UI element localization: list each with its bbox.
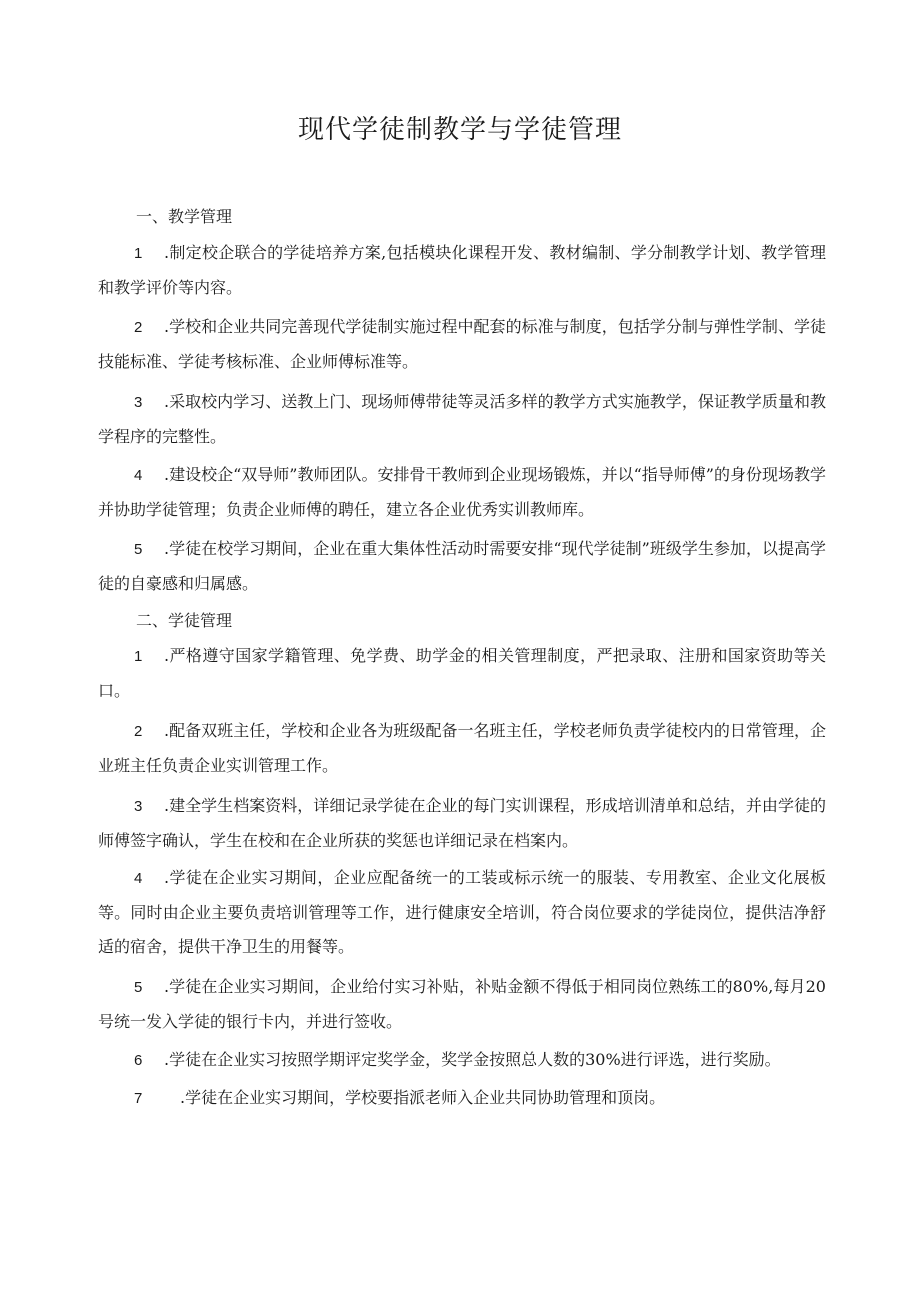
teaching-item-3 [98, 385, 826, 454]
item-number: 2 [134, 723, 143, 740]
teaching-item-2 [98, 310, 826, 379]
apprentice-item-7 [98, 1081, 826, 1116]
item-number: 3 [134, 394, 143, 411]
item-number: 1 [134, 245, 143, 262]
item-number: 1 [134, 648, 143, 665]
section-heading-teaching: 一、教学管理 [136, 207, 233, 226]
item-number: 3 [134, 798, 143, 815]
item-text: .建全学生档案资料，详细记录学徒在企业的每门实训课程，形成培训清单和总结，并由学徒的师傅签字确认，学生在校和在企业所获的奖惩也详细记录在档案内。 [98, 796, 826, 850]
item-text: .采取校内学习、送教上门、现场师傅带徒等灵活多样的教学方式实施教学，保证教学质量和教学程序的完整性。 [98, 392, 826, 446]
item-text: .学校和企业共同完善现代学徒制实施过程中配套的标准与制度，包括学分制与弹性学制、学徒技能标准、学徒考核标准、企业师傅标准等。 [98, 317, 826, 371]
item-text: .学徒在企业实习期间，学校要指派老师入企业共同协助管理和顶岗。 [180, 1088, 666, 1107]
teaching-item-4 [98, 458, 826, 527]
item-text: .学徒在企业实习期间，企业给付实习补贴，补贴金额不得低于相同岗位熟练工的80%,每月20号统一发入学徒的银行卡内，并进行签收。 [98, 977, 826, 1031]
item-text: .配备双班主任，学校和企业各为班级配备一名班主任，学校老师负责学徒校内的日常管理，企业班主任负责企业实训管理工作。 [98, 721, 826, 775]
item-number: 4 [134, 467, 143, 484]
item-number: 4 [134, 870, 143, 887]
item-number: 5 [134, 979, 143, 996]
item-number: 6 [134, 1052, 143, 1069]
apprentice-item-1 [98, 639, 826, 708]
apprentice-item-6 [98, 1043, 826, 1078]
section-heading-apprentice: 二、学徒管理 [136, 611, 233, 630]
item-text: .学徒在校学习期间，企业在重大集体性活动时需要安排“现代学徒制”班级学生参加，以提高学徒的自豪感和归属感。 [98, 539, 826, 593]
item-number: 2 [134, 319, 143, 336]
item-text: .学徒在企业实习期间，企业应配备统一的工装或标示统一的服装、专用教室、企业文化展板等。同时由企业主要负责培训管理等工作，进行健康安全培训，符合岗位要求的学徒岗位，提供洁净舒适的宿舍，提供干净卫生的用餐等。 [98, 868, 826, 956]
apprentice-item-2 [98, 714, 826, 783]
item-number: 5 [134, 541, 143, 558]
item-text: .严格遵守国家学籍管理、免学费、助学金的相关管理制度，严把录取、注册和国家资助等关口。 [98, 646, 826, 700]
teaching-item-1 [98, 236, 826, 305]
document-title: 现代学徒制教学与学徒管理 [297, 115, 622, 145]
apprentice-item-5 [98, 970, 826, 1039]
item-text: .建设校企“双导师”教师团队。安排骨干教师到企业现场锻炼，并以“指导师傅”的身份现场教学并协助学徒管理；负责企业师傅的聘任，建立各企业优秀实训教师库。 [98, 465, 826, 519]
apprentice-item-4 [98, 861, 826, 964]
apprentice-item-3 [98, 789, 826, 858]
item-text: .制定校企联合的学徒培养方案,包括模块化课程开发、教材编制、学分制教学计划、教学管理和教学评价等内容。 [98, 243, 826, 297]
teaching-item-5 [98, 532, 826, 601]
item-text: .学徒在企业实习按照学期评定奖学金，奖学金按照总人数的30%进行评选，进行奖励。 [164, 1050, 781, 1069]
item-number: 7 [134, 1090, 143, 1107]
